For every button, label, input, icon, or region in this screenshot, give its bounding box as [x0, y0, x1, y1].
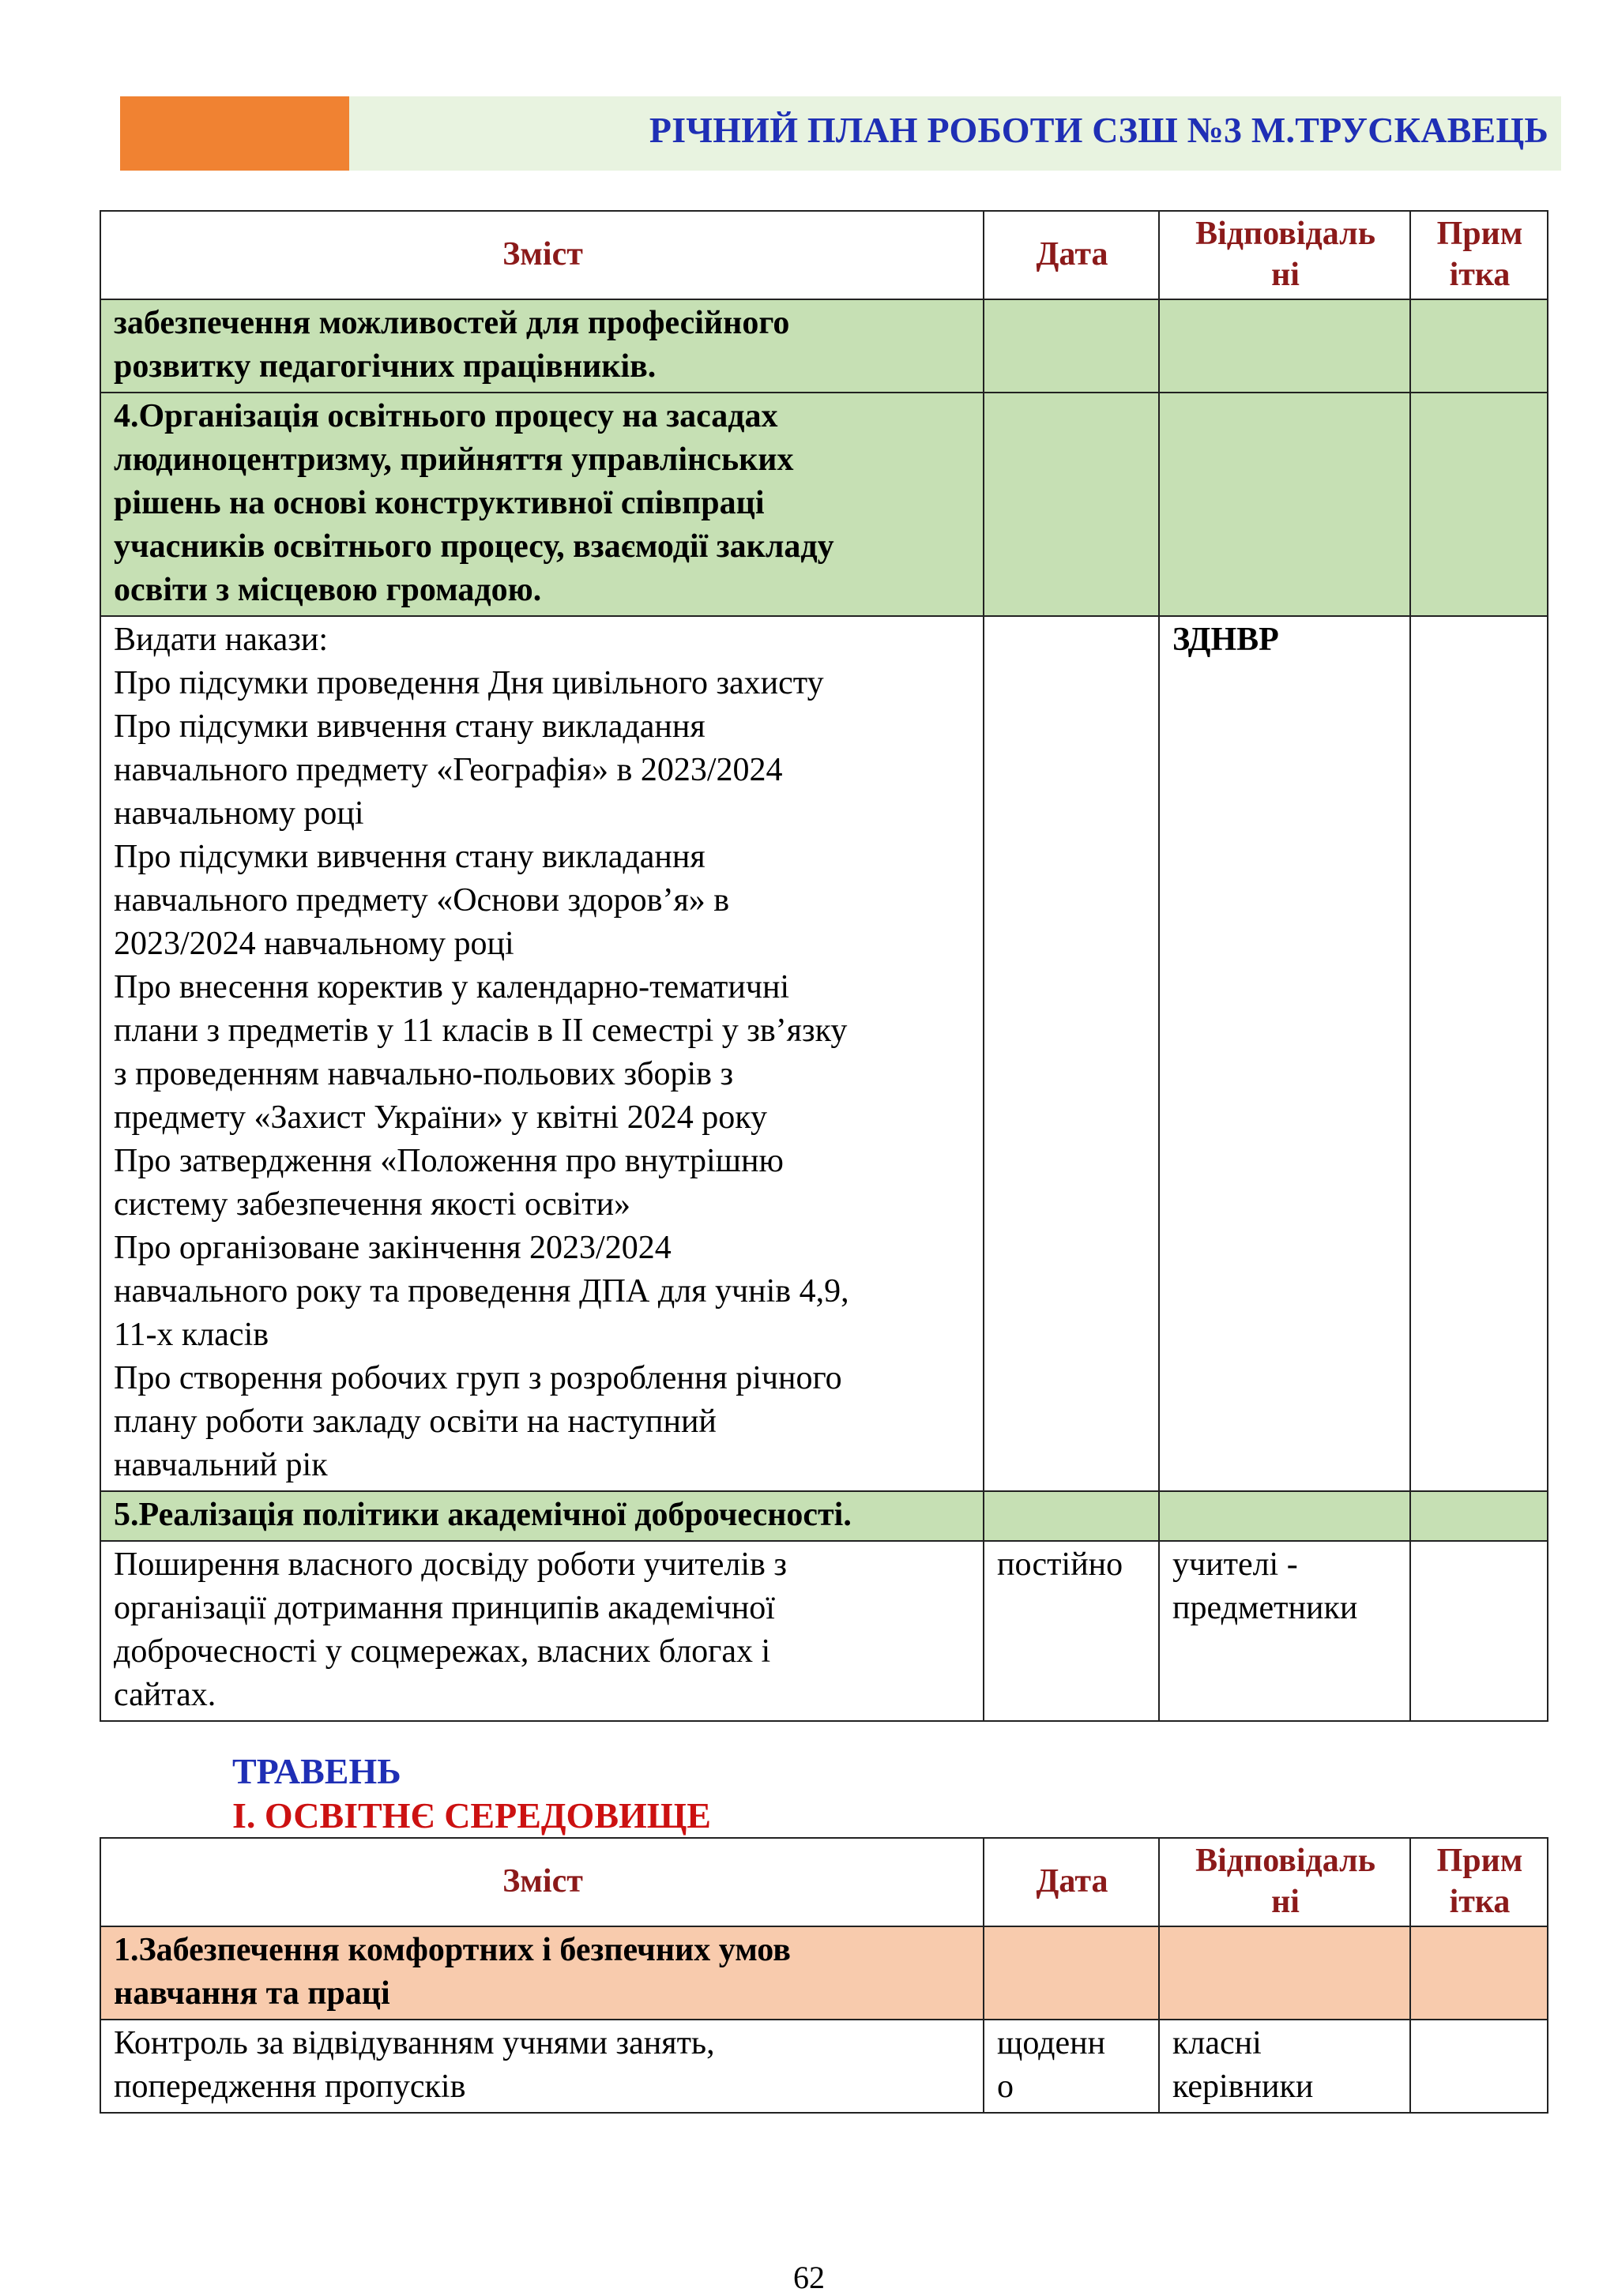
row-line: Про затвердження «Положення про внутрішню — [114, 1143, 784, 1179]
month-heading: ТРАВЕНЬ — [232, 1751, 401, 1791]
header-responsible — [1159, 1838, 1410, 1926]
table-row — [100, 2020, 1548, 2113]
row-note — [1410, 299, 1548, 393]
row-responsible-line2: керівники — [1172, 2069, 1314, 2105]
row-responsible: ЗДНВР — [1159, 616, 1410, 1491]
row-line: людиноцентризму, прийняття управлінських — [114, 442, 794, 478]
row-line: 11-х класів — [114, 1317, 269, 1353]
row-responsible-line1: класні — [1172, 2025, 1262, 2061]
section-heading: І. ОСВІТНЄ СЕРЕДОВИЩЕ — [232, 1795, 711, 1836]
row-responsible — [1159, 1926, 1410, 2020]
header-note-line1: Прим — [1436, 216, 1523, 252]
row-content — [100, 2020, 984, 2113]
row-date — [984, 1926, 1159, 2020]
header-responsible — [1159, 211, 1410, 299]
row-line: 4.Організація освітнього процесу на засадах — [114, 398, 778, 434]
row-responsible — [1159, 2020, 1410, 2113]
row-date-line2: о — [997, 2069, 1014, 2105]
row-line: плану роботи закладу освіти на наступний — [114, 1404, 717, 1440]
row-content — [100, 1541, 984, 1721]
row-line: Про підсумки вивчення стану викладання — [114, 839, 706, 875]
table-row — [100, 1926, 1548, 2020]
row-responsible — [1159, 299, 1410, 393]
table-row — [100, 1491, 1548, 1541]
row-date — [984, 1491, 1159, 1541]
row-responsible — [1159, 1541, 1410, 1721]
row-line: сайтах. — [114, 1677, 216, 1713]
row-line: плани з предметів у 11 класів в ІІ семестрі у зв’язку — [114, 1013, 848, 1049]
row-line: 2023/2024 навчальному році — [114, 926, 514, 962]
page-number: 62 — [793, 2260, 825, 2295]
row-content — [100, 393, 984, 616]
row-line: навчального предмету «Географія» в 2023/2024 — [114, 752, 783, 788]
row-line: Про підсумки вивчення стану викладання — [114, 708, 706, 745]
header-responsible-line1: Відповідаль — [1195, 216, 1375, 252]
page-header-title: РІЧНИЙ ПЛАН РОБОТИ СЗШ №3 М.ТРУСКАВЕЦЬ — [649, 110, 1548, 150]
row-line: розвитку педагогічних працівників. — [114, 348, 657, 385]
row-responsible — [1159, 393, 1410, 616]
row-date: постійно — [984, 1541, 1159, 1721]
row-line: доброчесності у соцмережах, власних блогах і — [114, 1633, 771, 1670]
row-responsible-line1: учителі - — [1172, 1546, 1298, 1583]
row-note — [1410, 393, 1548, 616]
row-date — [984, 393, 1159, 616]
row-line: навчальний рік — [114, 1447, 328, 1483]
header-note-line1: Прим — [1436, 1843, 1523, 1879]
plan-table-1 — [100, 210, 1548, 1722]
header-responsible-line2: ні — [1271, 257, 1300, 293]
row-line: навчання та праці — [114, 1975, 390, 2012]
row-date — [984, 299, 1159, 393]
row-line: рішень на основі конструктивної співпраці — [114, 485, 765, 521]
row-responsible-line2: предметники — [1172, 1590, 1358, 1626]
row-line: організації дотримання принципів академічної — [114, 1590, 775, 1626]
table-row — [100, 393, 1548, 616]
row-content — [100, 1491, 984, 1541]
header-note-line2: ітка — [1449, 257, 1511, 293]
row-note — [1410, 616, 1548, 1491]
header-date: Дата — [984, 211, 1159, 299]
row-content — [100, 616, 984, 1491]
row-note — [1410, 2020, 1548, 2113]
row-date — [984, 2020, 1159, 2113]
row-line: систему забезпечення якості освіти» — [114, 1186, 631, 1223]
row-line: 5.Реалізація політики академічної доброчесності. — [114, 1497, 852, 1533]
header-responsible-line2: ні — [1271, 1884, 1300, 1920]
row-line: освіти з місцевою громадою. — [114, 572, 542, 608]
row-content — [100, 1926, 984, 2020]
row-line: Про підсумки проведення Дня цивільного захисту — [114, 665, 824, 701]
row-date — [984, 616, 1159, 1491]
table-header-row — [100, 1838, 1548, 1926]
row-line: Поширення власного досвіду роботи учителів з — [114, 1546, 787, 1583]
row-line: навчального року та проведення ДПА для учнів 4,9, — [114, 1273, 849, 1310]
row-line: Про організоване закінчення 2023/2024 — [114, 1230, 672, 1266]
header-content: Зміст — [100, 1838, 984, 1926]
table-row — [100, 299, 1548, 393]
header-note-line2: ітка — [1449, 1884, 1511, 1920]
header-content: Зміст — [100, 211, 984, 299]
row-date-line1: щоденн — [997, 2025, 1106, 2061]
header-note — [1410, 211, 1548, 299]
row-line: Видати накази: — [114, 622, 329, 658]
row-note — [1410, 1491, 1548, 1541]
plan-table-2 — [100, 1837, 1548, 2114]
row-line: забезпечення можливостей для професійного — [114, 305, 790, 341]
row-line: 1.Забезпечення комфортних і безпечних умов — [114, 1932, 791, 1968]
row-note — [1410, 1541, 1548, 1721]
header-accent-block — [120, 96, 349, 171]
header-responsible-line1: Відповідаль — [1195, 1843, 1375, 1879]
row-line: Контроль за відвідуванням учнями занять, — [114, 2025, 715, 2061]
table-header-row — [100, 211, 1548, 299]
row-line: Про створення робочих груп з розроблення річного — [114, 1360, 842, 1396]
row-note — [1410, 1926, 1548, 2020]
row-line: з проведенням навчально-польових зборів з — [114, 1056, 734, 1092]
row-line: попередження пропусків — [114, 2069, 466, 2105]
table-row — [100, 616, 1548, 1491]
row-line: навчальному році — [114, 795, 364, 832]
row-line: Про внесення коректив у календарно-тематичні — [114, 969, 790, 1005]
row-content — [100, 299, 984, 393]
row-line: предмету «Захист України» у квітні 2024 року — [114, 1099, 768, 1136]
row-line: навчального предмету «Основи здоров’я» в — [114, 882, 730, 919]
table-row — [100, 1541, 1548, 1721]
row-responsible — [1159, 1491, 1410, 1541]
header-date: Дата — [984, 1838, 1159, 1926]
row-line: учасників освітнього процесу, взаємодії закладу — [114, 528, 834, 565]
header-note — [1410, 1838, 1548, 1926]
